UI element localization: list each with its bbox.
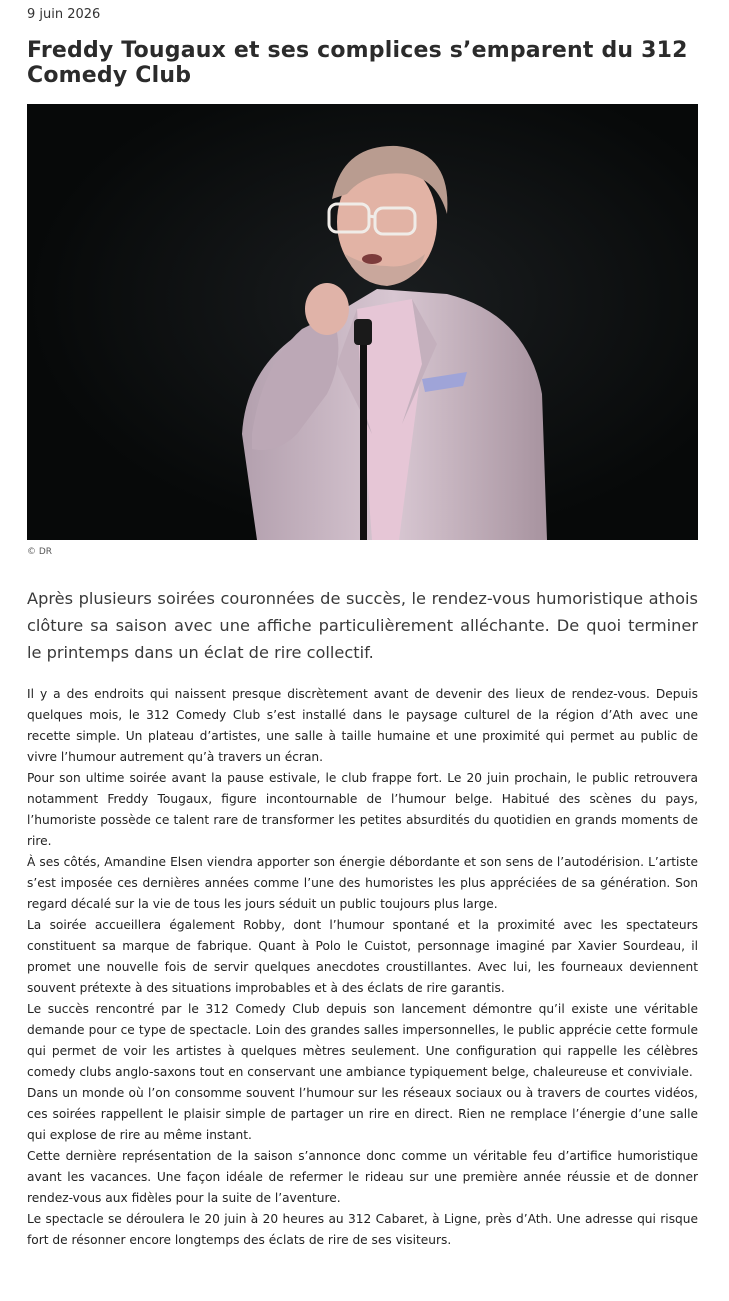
photo-credit: © DR xyxy=(27,547,53,557)
article-body xyxy=(27,684,698,1251)
body-paragraph: Pour son ultime soirée avant la pause estivale, le club frappe fort. Le 20 juin prochain, le public retrouvera notamment Freddy Tougaux, figure incontournable de l’humour belge. Habitué des scènes du pays, l’humoriste possède ce talent rare de transformer les petites absurdités du quotidien en grands moments de rire. xyxy=(27,771,698,848)
body-paragraph: La soirée accueillera également Robby, dont l’humour spontané et la proximité avec les spectateurs constituent sa marque de fabrique. Quant à Polo le Cuistot, personnage imaginé par Xavier Sourdeau, il promet une nouvelle fois de servir quelques anecdotes croustillantes. Avec lui, les fourneaux deviennent souvent prétexte à des situations improbables et à des éclats de rire garantis. xyxy=(27,918,698,995)
body-paragraph: À ses côtés, Amandine Elsen viendra apporter son énergie débordante et son sens de l’autodérision. L’artiste s’est imposée ces dernières années comme l’une des humoristes les plus appréciées de sa génération. Son regard décalé sur la vie de tous les jours séduit un public toujours plus large. xyxy=(27,855,698,911)
article-photo xyxy=(27,104,698,540)
body-paragraph: Cette dernière représentation de la saison s’annonce donc comme un véritable feu d’artifice humoristique avant les vacances. Une façon idéale de refermer le rideau sur une première année réussie et de donner rendez-vous aux fidèles pour la suite de l’aventure. xyxy=(27,1149,698,1205)
body-paragraph: Le spectacle se déroulera le 20 juin à 20 heures au 312 Cabaret, à Ligne, près d’Ath. Une adresse qui risque fort de résonner encore longtemps des éclats de rire de ses visiteurs. xyxy=(27,1212,698,1247)
article-title: Freddy Tougaux et ses complices s’emparent du 312 Comedy Club xyxy=(27,38,688,88)
body-paragraph: Le succès rencontré par le 312 Comedy Club depuis son lancement démontre qu’il existe une véritable demande pour ce type de spectacle. Loin des grandes salles impersonnelles, le public apprécie cette formule qui permet de voir les artistes à quelques mètres seulement. Une configuration qui rappelle les célèbres comedy clubs anglo-saxons tout en conservant une ambiance typiquement belge, chaleureuse et conviviale. xyxy=(27,1002,698,1079)
publication-date: 9 juin 2026 xyxy=(27,7,101,22)
article-lead: Après plusieurs soirées couronnées de succès, le rendez-vous humoristique athois clôture sa saison avec une affiche particulièrement alléchante. De quoi terminer le printemps dans un éclat de rire collectif. xyxy=(27,589,698,662)
body-paragraph: Dans un monde où l’on consomme souvent l’humour sur les réseaux sociaux ou à travers de courtes vidéos, ces soirées rappellent le plaisir simple de partager un rire en direct. Rien ne remplace l’énergie d’une salle qui explose de rire au même instant. xyxy=(27,1086,698,1142)
body-paragraph: Il y a des endroits qui naissent presque discrètement avant de devenir des lieux de rendez-vous. Depuis quelques mois, le 312 Comedy Club s’est installé dans le paysage culturel de la région d’Ath avec une recette simple. Un plateau d’artistes, une salle à taille humaine et une proximité qui permet au public de vivre l’humour autrement qu’à travers un écran. xyxy=(27,687,698,764)
article xyxy=(27,6,698,1251)
